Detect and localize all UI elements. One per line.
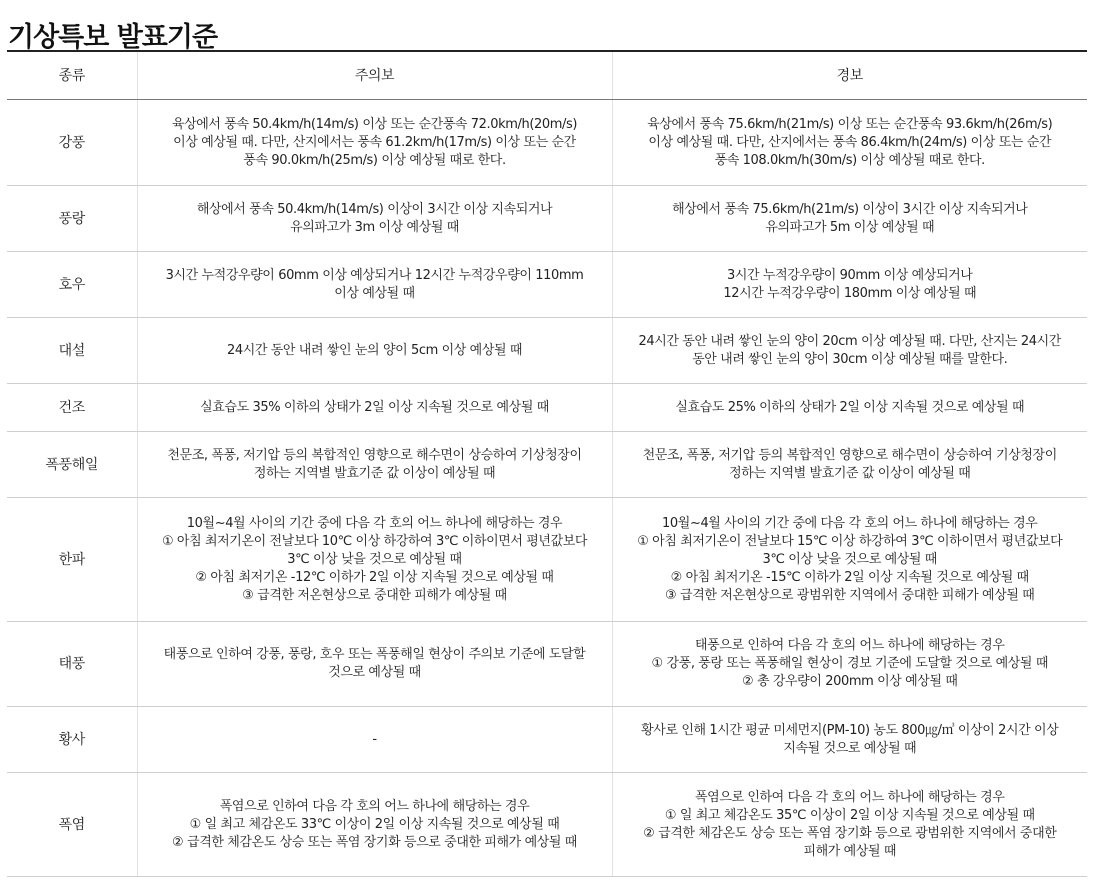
table-row <box>7 100 1087 186</box>
warning-cell: 천문조, 폭풍, 저기압 등의 복합적인 영향으로 해수면이 상승하여 기상청장이 정하는 지역별 발효기준 값 이상이 예상될 때 <box>612 432 1087 498</box>
kind-cell: 풍랑 <box>7 186 137 252</box>
table-row <box>7 252 1087 318</box>
page-title: 기상특보 발표기준 <box>8 22 218 54</box>
warning-cell: 3시간 누적강우량이 90mm 이상 예상되거나 12시간 누적강우량이 180mm 이상 예상될 때 <box>612 252 1087 318</box>
warning-cell: 폭염으로 인하여 다음 각 호의 어느 하나에 해당하는 경우 ① 일 최고 체감온도 35℃ 이상이 2일 이상 지속될 것으로 예상될 때 ② 급격한 체감온도 상승 또는 폭염 장기화 등으로 광범위한 지역에서 중대한 피해가 예상될 때 <box>612 773 1087 877</box>
kind-cell: 한파 <box>7 498 137 622</box>
table-row <box>7 773 1087 877</box>
advisory-cell: 육상에서 풍속 50.4km/h(14m/s) 이상 또는 순간풍속 72.0km/h(20m/s) 이상 예상될 때. 다만, 산지에서는 풍속 61.2km/h(17m/s) 이상 또는 순간 풍속 90.0km/h(25m/s) 이상 예상될 때로 한다. <box>137 100 612 186</box>
header-advisory: 주의보 <box>137 51 612 100</box>
warning-cell: 24시간 동안 내려 쌓인 눈의 양이 20cm 이상 예상될 때. 다만, 산지는 24시간 동안 내려 쌓인 눈의 양이 30cm 이상 예상될 때를 말한다. <box>612 318 1087 384</box>
advisory-cell: 해상에서 풍속 50.4km/h(14m/s) 이상이 3시간 이상 지속되거나 유의파고가 3m 이상 예상될 때 <box>137 186 612 252</box>
warning-cell: 실효습도 25% 이하의 상태가 2일 이상 지속될 것으로 예상될 때 <box>612 384 1087 432</box>
warning-cell: 육상에서 풍속 75.6km/h(21m/s) 이상 또는 순간풍속 93.6km/h(26m/s) 이상 예상될 때. 다만, 산지에서는 풍속 86.4km/h(24m/s) 이상 또는 순간 풍속 108.0km/h(30m/s) 이상 예상될 때로 한다. <box>612 100 1087 186</box>
table-row <box>7 622 1087 707</box>
kind-cell: 강풍 <box>7 100 137 186</box>
kind-cell: 호우 <box>7 252 137 318</box>
criteria-table <box>7 50 1087 877</box>
advisory-cell: 천문조, 폭풍, 저기압 등의 복합적인 영향으로 해수면이 상승하여 기상청장이 정하는 지역별 발효기준 값 이상이 예상될 때 <box>137 432 612 498</box>
table-header-row <box>7 51 1087 100</box>
table-row <box>7 707 1087 773</box>
header-kind: 종류 <box>7 51 137 100</box>
advisory-cell: 24시간 동안 내려 쌓인 눈의 양이 5cm 이상 예상될 때 <box>137 318 612 384</box>
table-row <box>7 186 1087 252</box>
kind-cell: 폭염 <box>7 773 137 877</box>
advisory-cell: 폭염으로 인하여 다음 각 호의 어느 하나에 해당하는 경우 ① 일 최고 체감온도 33℃ 이상이 2일 이상 지속될 것으로 예상될 때 ② 급격한 체감온도 상승 또는 폭염 장기화 등으로 중대한 피해가 예상될 때 <box>137 773 612 877</box>
table-row <box>7 318 1087 384</box>
kind-cell: 황사 <box>7 707 137 773</box>
kind-cell: 대설 <box>7 318 137 384</box>
header-warning: 경보 <box>612 51 1087 100</box>
warning-cell: 황사로 인해 1시간 평균 미세먼지(PM-10) 농도 800㎍/㎥ 이상이 2시간 이상 지속될 것으로 예상될 때 <box>612 707 1087 773</box>
advisory-cell: 3시간 누적강우량이 60mm 이상 예상되거나 12시간 누적강우량이 110mm 이상 예상될 때 <box>137 252 612 318</box>
kind-cell: 건조 <box>7 384 137 432</box>
advisory-cell: 태풍으로 인하여 강풍, 풍랑, 호우 또는 폭풍해일 현상이 주의보 기준에 도달할 것으로 예상될 때 <box>137 622 612 707</box>
advisory-cell: 10월~4월 사이의 기간 중에 다음 각 호의 어느 하나에 해당하는 경우 ① 아침 최저기온이 전날보다 10℃ 이상 하강하여 3℃ 이하이면서 평년값보다 3℃ 이상 낮을 것으로 예상될 때 ② 아침 최저기온 -12℃ 이하가 2일 이상 지속될 것으로 예상될 때 ③ 급격한 저온현상으로 중대한 피해가 예상될 때 <box>137 498 612 622</box>
table-row <box>7 498 1087 622</box>
table-row <box>7 432 1087 498</box>
warning-cell: 해상에서 풍속 75.6km/h(21m/s) 이상이 3시간 이상 지속되거나 유의파고가 5m 이상 예상될 때 <box>612 186 1087 252</box>
advisory-cell: - <box>137 707 612 773</box>
warning-cell: 태풍으로 인하여 다음 각 호의 어느 하나에 해당하는 경우 ① 강풍, 풍랑 또는 폭풍해일 현상이 경보 기준에 도달할 것으로 예상될 때 ② 총 강우량이 200mm 이상 예상될 때 <box>612 622 1087 707</box>
advisory-cell: 실효습도 35% 이하의 상태가 2일 이상 지속될 것으로 예상될 때 <box>137 384 612 432</box>
kind-cell: 태풍 <box>7 622 137 707</box>
kind-cell: 폭풍해일 <box>7 432 137 498</box>
table-row <box>7 384 1087 432</box>
warning-cell: 10월~4월 사이의 기간 중에 다음 각 호의 어느 하나에 해당하는 경우 ① 아침 최저기온이 전날보다 15℃ 이상 하강하여 3℃ 이하이면서 평년값보다 3℃ 이상 낮을 것으로 예상될 때 ② 아침 최저기온 -15℃ 이하가 2일 이상 지속될 것으로 예상될 때 ③ 급격한 저온현상으로 광범위한 지역에서 중대한 피해가 예상될 때 <box>612 498 1087 622</box>
